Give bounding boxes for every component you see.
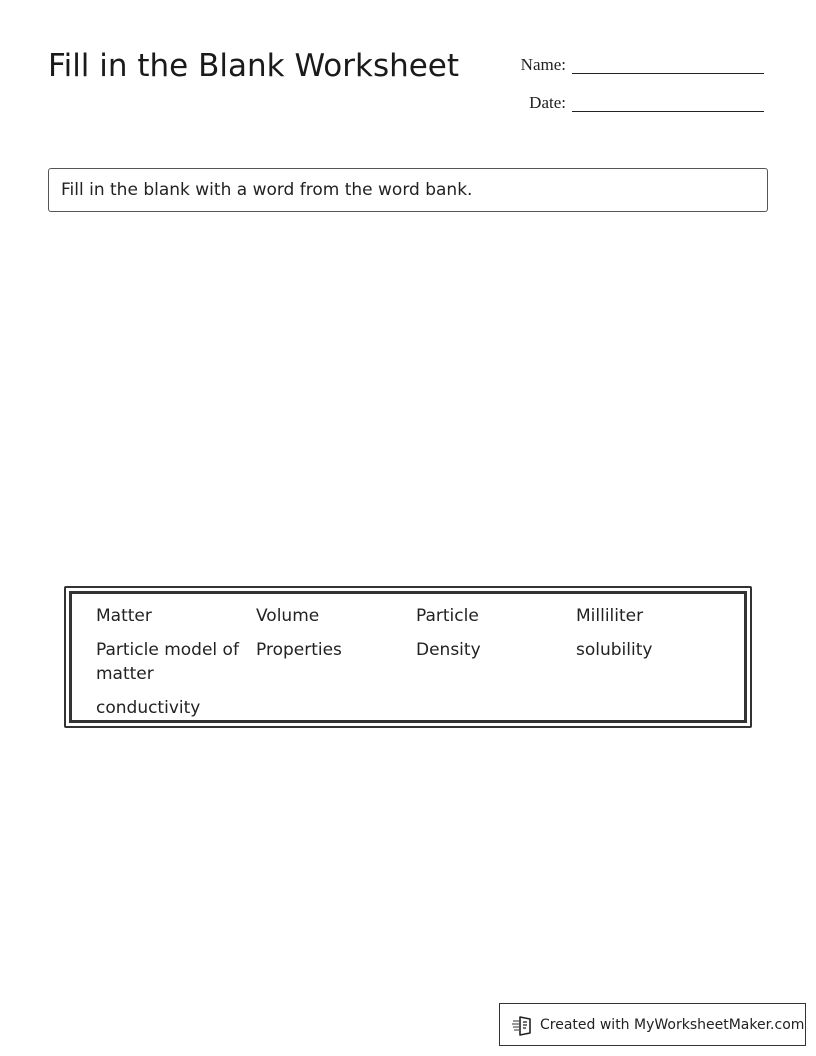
page-title: Fill in the Blank Worksheet bbox=[48, 48, 460, 84]
instructions-box bbox=[48, 168, 768, 212]
date-field bbox=[512, 93, 764, 113]
word-bank-item: solubility bbox=[576, 640, 653, 660]
instructions-text: Fill in the blank with a word from the word bank. bbox=[61, 180, 473, 200]
date-label: Date: bbox=[529, 93, 566, 112]
word-bank-item: Matter bbox=[96, 606, 152, 626]
word-bank-inner bbox=[69, 591, 747, 723]
word-bank-item: Density bbox=[416, 640, 481, 660]
word-bank-item: Milliliter bbox=[576, 606, 644, 626]
footer-badge[interactable] bbox=[499, 1003, 806, 1046]
name-line bbox=[572, 73, 764, 74]
name-field bbox=[512, 55, 764, 75]
word-bank-item: Particle bbox=[416, 606, 479, 626]
word-bank-grid bbox=[96, 604, 744, 720]
word-bank-item: conductivity bbox=[96, 698, 201, 718]
word-bank-item: Properties bbox=[256, 640, 342, 660]
worksheet-maker-logo-icon bbox=[512, 1014, 534, 1036]
word-bank-item: Particle model of matter bbox=[96, 640, 239, 684]
word-bank-item: Volume bbox=[256, 606, 320, 626]
footer-text: Created with MyWorksheetMaker.com bbox=[540, 1016, 805, 1033]
word-bank bbox=[64, 586, 752, 728]
date-line bbox=[572, 111, 764, 112]
name-label: Name: bbox=[520, 55, 566, 74]
